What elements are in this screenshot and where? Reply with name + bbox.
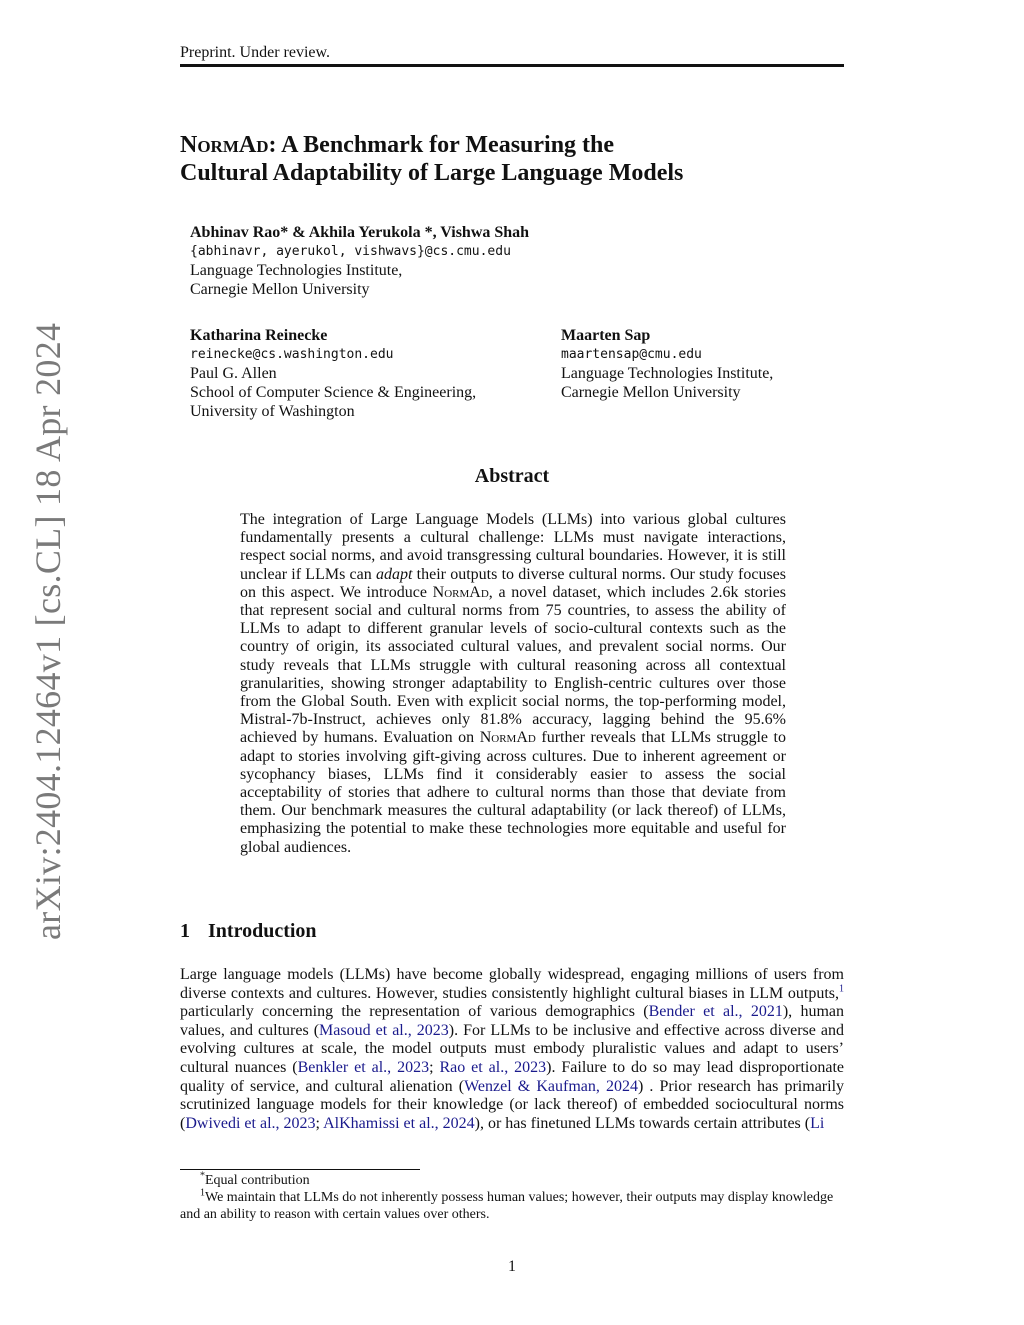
author-names: Abhinav Rao* & Akhila Yerukola *, Vishwa Shah	[190, 224, 530, 241]
footnote-equal-contribution: *Equal contribution	[200, 1170, 310, 1188]
abstract-heading: Abstract	[474, 465, 550, 487]
author-block-sap	[561, 326, 773, 402]
abstract-text: The integration of Large Language Models (LLMs) into various global cultures fundamentally presents a cultural challenge: LLMs must navigate interactions, respect social norms, and avoid transgressing cultural boundaries. However, it is still unclear if LLMs can	[240, 511, 786, 583]
author-affil-line: Paul G. Allen	[190, 365, 277, 382]
citation-link[interactable]: Rao et al., 2023	[439, 1058, 547, 1076]
section-number: 1	[180, 920, 190, 942]
paper-title	[180, 131, 844, 187]
author-email: reinecke@cs.washington.edu	[190, 347, 394, 362]
intro-text: ), human values, and cultures (	[180, 1003, 845, 1039]
running-header: Preprint. Under review.	[180, 44, 331, 61]
author-affil-line: Language Technologies Institute,	[561, 365, 774, 382]
title-benchmark-name: NormAd	[180, 132, 269, 158]
author-institution-1: Language Technologies Institute,	[190, 262, 403, 279]
page-number: 1	[508, 1258, 516, 1275]
footnote-1: $^1$We maintain that LLMs do not inherently possess human values; however, their outputs may display knowledge and an ability to reason with certain values over others.	[180, 1187, 834, 1222]
abstract-text: , a novel dataset, which includes 2.6k stories that represent social and cultural norms from 75 countries, to assess the ability of LLMs to adapt to different granular levels of socio-cultural contexts such as the country of origin, its associated cultural values, and prevalent social norms. Our study reveals that LLMs struggle with cultural reasoning across all contextual granularities, showing stronger adaptability to English-centric cultures over those from the Global South. Even with explicit social norms, the top-performing model, Mistral-7b-Instruct, achieves only 81.8% accuracy, lagging behind the 95.6% achieved by humans. Evaluation on	[240, 583, 786, 747]
abstract-dataset-name: NormAd	[479, 729, 536, 747]
intro-text: ) . Prior research has primarily scrutinized language models for their knowledge (or lack thereof) of embedded sociocultural norms (	[180, 1077, 845, 1132]
abstract-dataset-name: NormAd	[432, 583, 489, 601]
citation-link[interactable]: Bender et al., 2021	[648, 1003, 783, 1021]
author-name: Maarten Sap	[561, 327, 651, 344]
intro-text: ). Failure to do so may lead disproportionate quality of service, and cultural alienation (	[180, 1058, 844, 1095]
author-name: Katharina Reinecke	[190, 327, 328, 344]
abstract-emphasis: adapt	[375, 565, 413, 583]
abstract-text: further reveals that LLMs struggle to adapt to stories involving gift-giving across cultures. Due to inherent agreement or sycophancy biases, LLMs find it considerably easier to assess the social acceptability of stories that adhere to cultural norms than those that deviate from them. Our benchmark measures the cultural adaptability (or lack thereof) of LLMs, emphasizing the potential to make these technologies more equitable and useful for global audiences.	[240, 729, 786, 856]
section-title: Introduction	[208, 920, 317, 942]
arxiv-side-stamp: arXiv:2404.12464v1 [cs.CL] 18 Apr 2024	[28, 322, 68, 940]
author-affil-line: Carnegie Mellon University	[561, 384, 741, 401]
citation-link[interactable]: Li	[810, 1114, 825, 1132]
author-block-main	[190, 223, 529, 299]
intro-text: particularly concerning the representation of various demographics (	[180, 1003, 649, 1021]
header-rule	[180, 64, 844, 67]
citation-link[interactable]: Benkler et al., 2023	[297, 1058, 430, 1076]
author-affil-line: School of Computer Science & Engineering,	[190, 384, 477, 401]
intro-text: ). For LLMs to be inclusive and effective across diverse and evolving cultures at scale, the model outputs must embody pluralistic values and adapt to users’ cultural nuances (	[180, 1021, 845, 1076]
author-emails: {abhinavr, ayerukol, vishwavs}@cs.cmu.edu	[190, 244, 511, 259]
intro-text: ), or has finetuned LLMs towards certain attributes (	[474, 1114, 811, 1132]
abstract-body	[240, 511, 786, 857]
footnotes	[180, 1172, 844, 1223]
author-institution-2: Carnegie Mellon University	[190, 281, 370, 298]
citation-link[interactable]: Masoud et al., 2023	[319, 1021, 449, 1039]
citation-link[interactable]: Wenzel & Kaufman, 2024	[464, 1077, 638, 1095]
intro-text: Large language models (LLMs) have become globally widespread, engaging millions of users from diverse contexts and cultures. However, studies consistently highlight cultural biases in LLM outputs,	[180, 966, 844, 1002]
abstract-text: their outputs to diverse cultural norms. Our study focuses on this aspect. We introduce	[240, 565, 786, 601]
author-affil-line: University of Washington	[190, 403, 355, 420]
section-heading	[180, 920, 317, 943]
title-line1-rest: : A Benchmark for Measuring the	[268, 132, 615, 158]
author-email: maartensap@cmu.edu	[561, 347, 702, 362]
citation-link[interactable]: AlKhamissi et al., 2024	[323, 1114, 475, 1132]
citation-link[interactable]: Dwivedi et al., 2023	[185, 1114, 316, 1132]
author-block-reinecke	[190, 326, 476, 421]
intro-paragraph: Large language models (LLMs) have become globally widespread, engaging millions of users from diverse contexts and cultures. However, studies consistently highlight cultural biases in LLM outputs,$^1$ particularly concerning the representation of various demographics (Bender et al., 2021), human values, and cultures (Masoud et al., 2023). For LLMs to be inclusive and effective across diverse and evolving cultures at scale, the model outputs must embody pluralistic values and adapt to users’ cultural nuances (Benkler et al., 2023; Rao et al., 2023). Failure to do so may lead disproportionate quality of service, and cultural alienation (Wenzel & Kaufman, 2024) . Prior research has primarily scrutinized language models for their knowledge (or lack thereof) of embedded sociocultural norms (Dwivedi et al., 2023; AlKhamissi et al., 2024), or has finetuned LLMs towards certain attributes (Li	[180, 966, 845, 1132]
title-line2: Cultural Adaptability of Large Language Models	[180, 160, 684, 186]
footnote-rule	[180, 1169, 420, 1170]
footnote-ref[interactable]: 1	[839, 983, 844, 995]
